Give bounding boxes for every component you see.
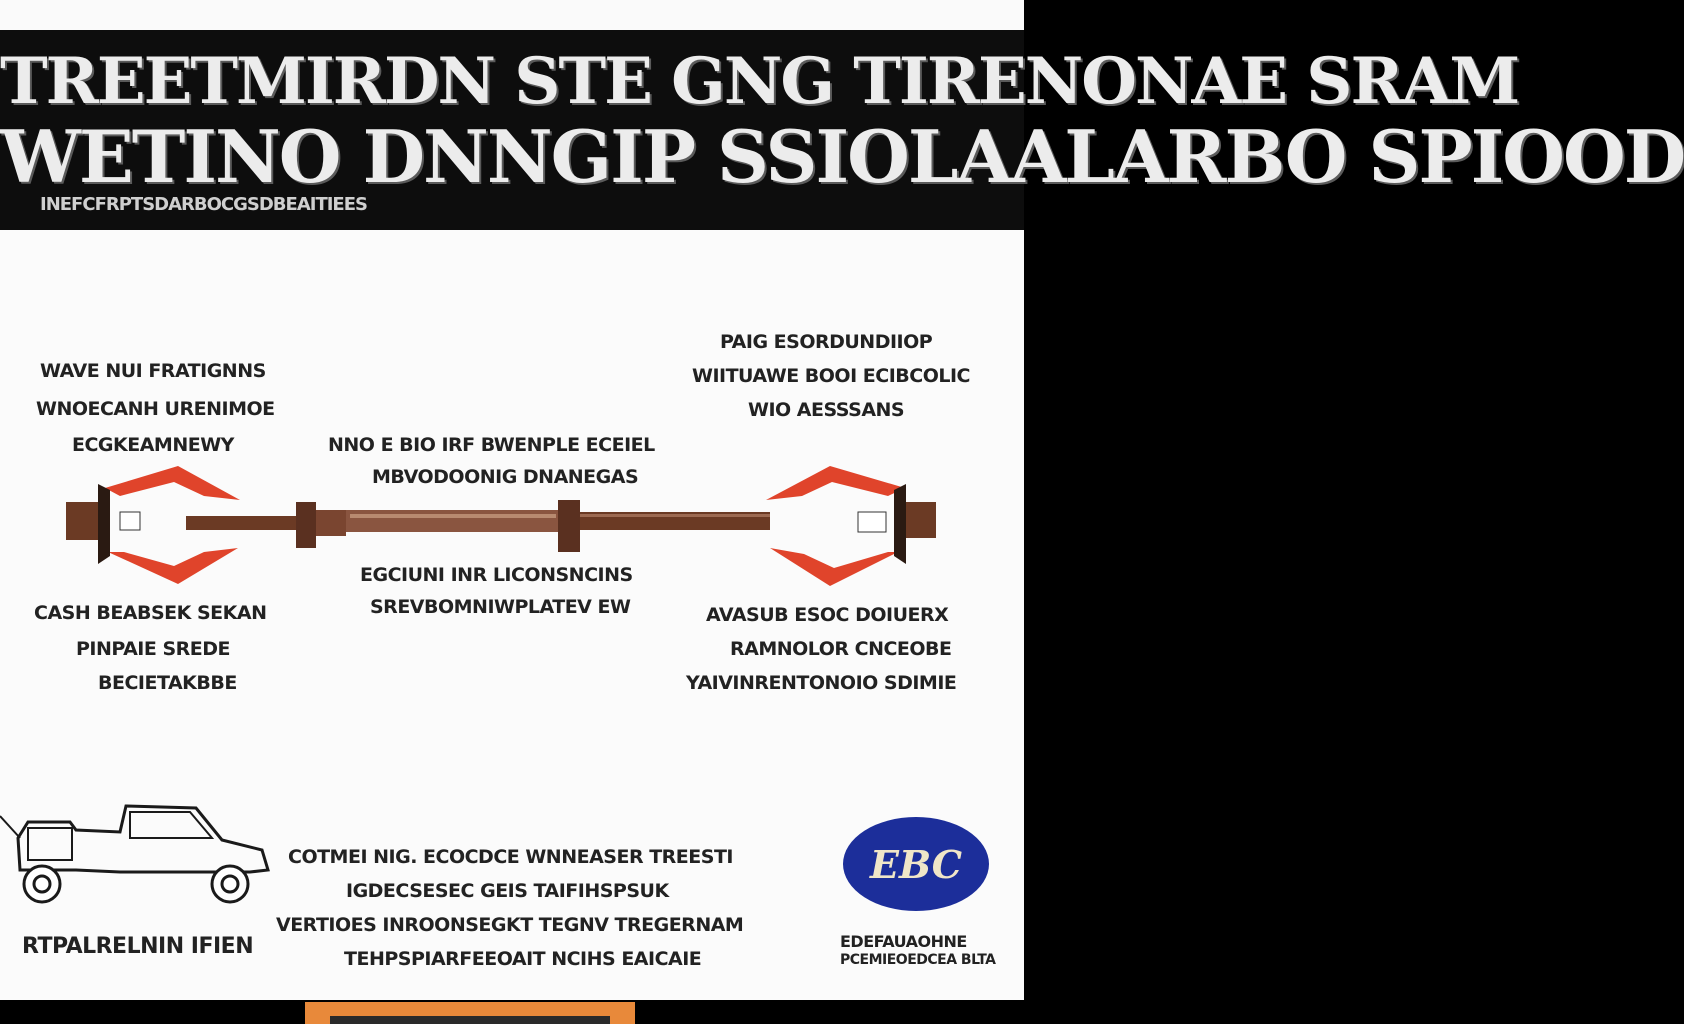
right-double-arrow-icon [766, 466, 936, 586]
left-bottom-line-1: CASH BEABSEK SEKAN [34, 602, 267, 624]
center-bottom-line-1: EGCIUNI INR LICONSNCINS [360, 564, 633, 586]
logo-text: EBC [869, 841, 963, 887]
left-top-line-3: ECGKEAMNEWY [72, 434, 234, 456]
footer-line-1: COTMEI NIG. ECOCDCE WNNEASER TREESTI [288, 846, 733, 868]
title-line-1: TREETMIRDN STE GNG TIRENONAE SRAM [0, 44, 1519, 119]
truck-icon [0, 806, 268, 902]
right-top-line-3: WIO AESSSANS [748, 399, 905, 421]
right-bottom-line-2: RAMNOLOR CNCEOBE [730, 638, 952, 660]
logo-caption-2: PCEMIEOEDCEA BLTA [840, 952, 996, 968]
bottom-tab-bar [330, 1016, 610, 1024]
right-bottom-line-3: YAIVINRENTONOIO SDIMIE [686, 672, 957, 694]
footer-line-2: IGDECSESEC GEIS TAIFIHSPSUK [346, 880, 669, 902]
truck-caption: RTPALRELNIN IFIEN [22, 934, 254, 959]
logo-emblem [843, 817, 989, 911]
left-bottom-line-3: BECIETAKBBE [98, 672, 237, 694]
left-top-line-2: WNOECANH URENIMOE [36, 398, 275, 420]
center-bottom-line-2: SREVBOMNIWPLATEV EW [370, 596, 631, 618]
footer-line-3: VERTIOES INROONSEGKT TEGNV TREGERNAM [276, 914, 744, 936]
right-top-line-1: PAIG ESORDUNDIIOP [720, 331, 933, 353]
footer-line-4: TEHPSPIARFEEOAIT NCIHS EAICAIE [344, 948, 702, 970]
drive-shaft-icon [186, 500, 770, 552]
left-top-line-1: WAVE NUI FRATIGNNS [40, 360, 266, 382]
left-bottom-line-2: PINPAIE SREDE [76, 638, 230, 660]
header-subtitle: INEFCFRPTSDARBOCGSDBEAITIEES [40, 194, 367, 215]
center-top-line-2: MBVODOONIG DNANEGAS [372, 466, 639, 488]
center-top-line-1: NNO E BIO IRF BWENPLE ECEIEL [328, 434, 655, 456]
right-bottom-line-1: AVASUB ESOC DOIUERX [706, 604, 949, 626]
logo-caption-1: EDEFAUAOHNE [840, 932, 967, 951]
right-top-line-2: WIITUAWE BOOI ECIBCOLIC [692, 365, 970, 387]
title-line-2: WETINO DNNGIP SSIOLAALARBO SPIOOD [0, 114, 1684, 199]
